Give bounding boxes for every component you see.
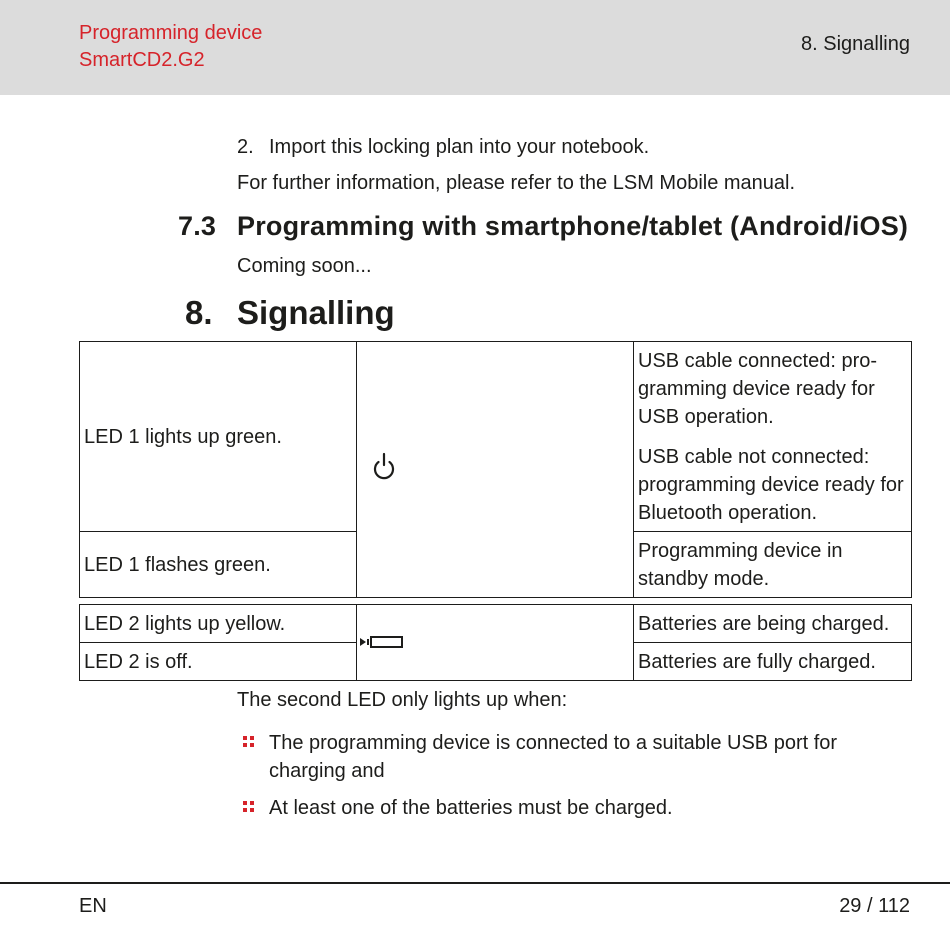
list-item xyxy=(240,729,890,785)
product-name xyxy=(79,20,262,74)
heading-title: Programming with smartphone/tablet (Android/iOS) xyxy=(237,211,909,241)
led-state-cell: LED 1 flashes green. xyxy=(80,532,357,598)
led2-note-intro: The second LED only lights up when: xyxy=(237,689,568,711)
coming-soon-text: Coming soon... xyxy=(237,255,372,277)
led-state-cell: LED 2 lights up yellow. xyxy=(80,605,357,643)
step-text: Import this locking plan into your notebook. xyxy=(269,136,650,158)
led-state-cell: LED 2 is off. xyxy=(80,643,357,681)
footer-language: EN xyxy=(79,895,107,917)
section-heading-7-3 xyxy=(178,211,908,242)
table-row xyxy=(80,342,912,532)
led1-signal-table xyxy=(79,341,912,598)
further-info-text: For further information, please refer to the LSM Mobile manual. xyxy=(237,172,796,194)
led2-signal-table xyxy=(79,604,912,681)
condition-list xyxy=(240,729,890,831)
meaning-cell xyxy=(634,342,912,532)
footer-divider xyxy=(0,882,950,884)
heading-number: 8. xyxy=(185,294,213,331)
square-bullet-icon xyxy=(243,736,254,747)
running-section-title: 8. Signalling xyxy=(801,33,910,55)
heading-title: Signalling xyxy=(237,294,395,331)
list-item-text: At least one of the batteries must be charged. xyxy=(269,797,673,819)
list-item-text: The programming device is connected to a suitable USB port for charging and xyxy=(269,732,838,782)
table-row xyxy=(80,605,912,643)
page-header xyxy=(0,0,950,95)
power-icon xyxy=(371,451,397,481)
meaning-usb-not-connected: USB cable not connected: programming device ready for Bluetooth operation. xyxy=(638,445,904,524)
step-number: 2. xyxy=(237,136,254,158)
section-heading-8 xyxy=(185,294,395,332)
heading-number: 7.3 xyxy=(178,211,217,241)
page-number: 29 / 112 xyxy=(839,895,910,917)
meaning-usb-connected: USB cable connected: pro-gramming device ready for USB operation. xyxy=(638,349,878,428)
list-item xyxy=(240,794,890,822)
icon-cell xyxy=(357,342,634,598)
product-name-line1: Programming device xyxy=(79,22,263,44)
battery-charging-icon xyxy=(359,635,405,649)
numbered-step xyxy=(237,136,649,159)
led-state-cell: LED 1 lights up green. xyxy=(80,342,357,532)
meaning-cell: Programming device in standby mode. xyxy=(634,532,912,598)
square-bullet-icon xyxy=(243,801,254,812)
meaning-cell: Batteries are being charged. xyxy=(634,605,912,643)
icon-cell xyxy=(357,605,634,681)
meaning-cell: Batteries are fully charged. xyxy=(634,643,912,681)
product-name-line2: SmartCD2.G2 xyxy=(79,49,205,71)
